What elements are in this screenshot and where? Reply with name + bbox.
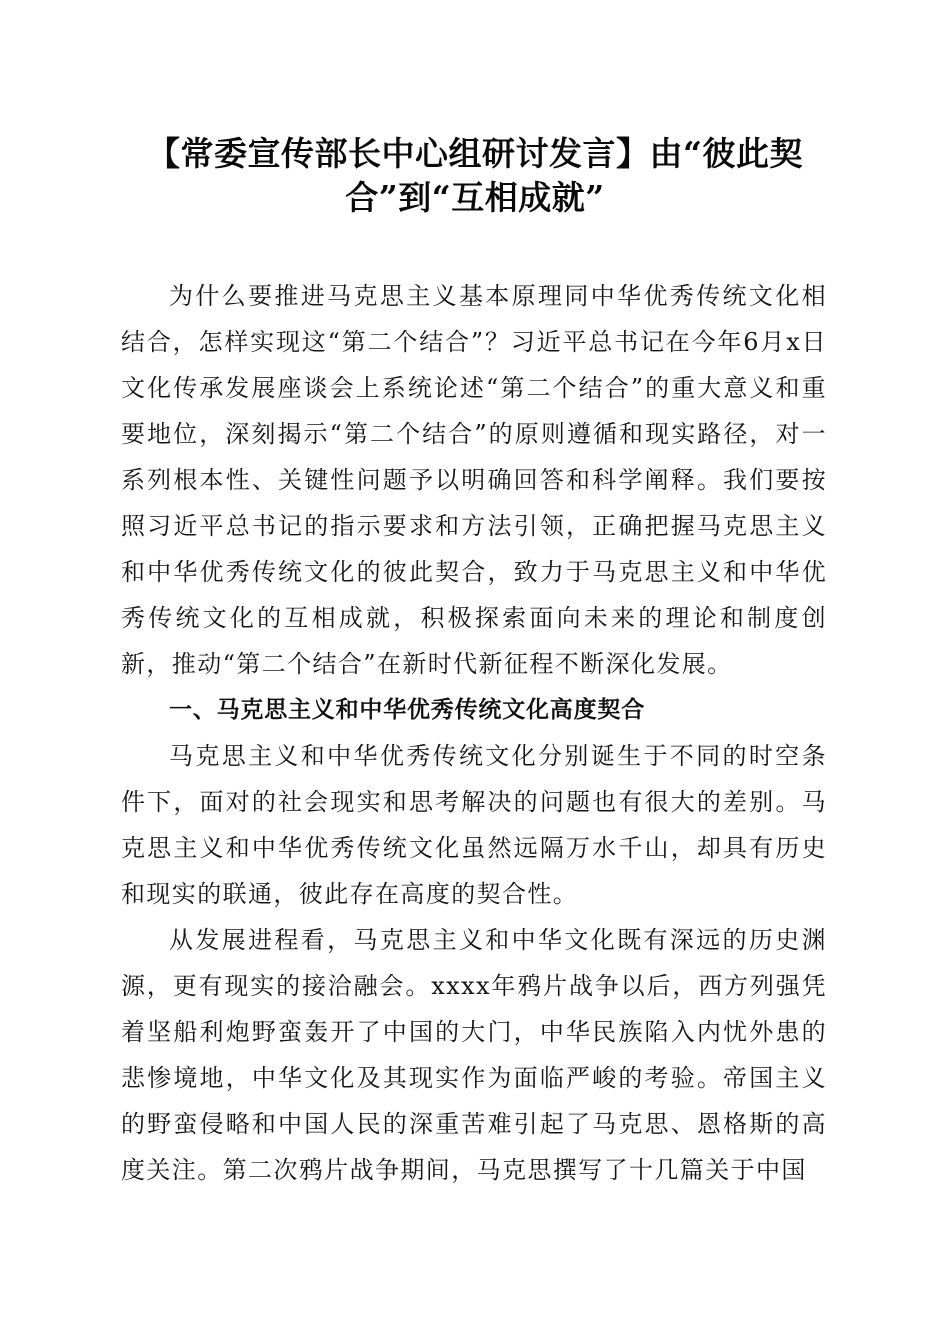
section-paragraph-2: 从发展进程看，马克思主义和中华文化既有深远的历史渊源，更有现实的接洽融会。xxxx年鸦片战争以后，西方列强凭着坚船利炮野蛮轰开了中国的大门，中华民族陷入内忧外患的悲惨境地，中华文化及其现实作为面临严峻的考验。帝国主义的野蛮侵略和中国人民的深重苦难引起了马克思、恩格斯的高度关注。第二次鸦片战争期间，马克思撰写了十几篇关于中国 <box>121 926 827 1184</box>
intro-paragraph: 为什么要推进马克思主义基本原理同中华优秀传统文化相结合，怎样实现这“第二个结合”？习近平总书记在今年6月x日文化传承发展座谈会上系统论述“第二个结合”的重大意义和重要地位，深刻揭示“第二个结合”的原则遵循和现实路径，对一系列根本性、关键性问题予以明确回答和科学阐释。我们要按照习近平总书记的指示要求和方法引领，正确把握马克思主义和中华优秀传统文化的彼此契合，致力于马克思主义和中华优秀传统文化的互相成就，积极探索面向未来的理论和制度创新，推动“第二个结合”在新时代新征程不断深化发展。 <box>121 282 827 678</box>
document-title: 【常委宣传部长中心组研讨发言】由“彼此契合”到“互相成就” <box>147 134 803 217</box>
document-body <box>121 273 827 1193</box>
section-paragraph-1: 马克思主义和中华优秀传统文化分别诞生于不同的时空条件下，面对的社会现实和思考解决的问题也有很大的差别。马克思主义和中华优秀传统文化虽然远隔万水千山，却具有历史和现实的联通，彼此存在高度的契合性。 <box>121 742 827 908</box>
section-heading-1: 一、马克思主义和中华优秀传统文化高度契合 <box>169 697 645 723</box>
